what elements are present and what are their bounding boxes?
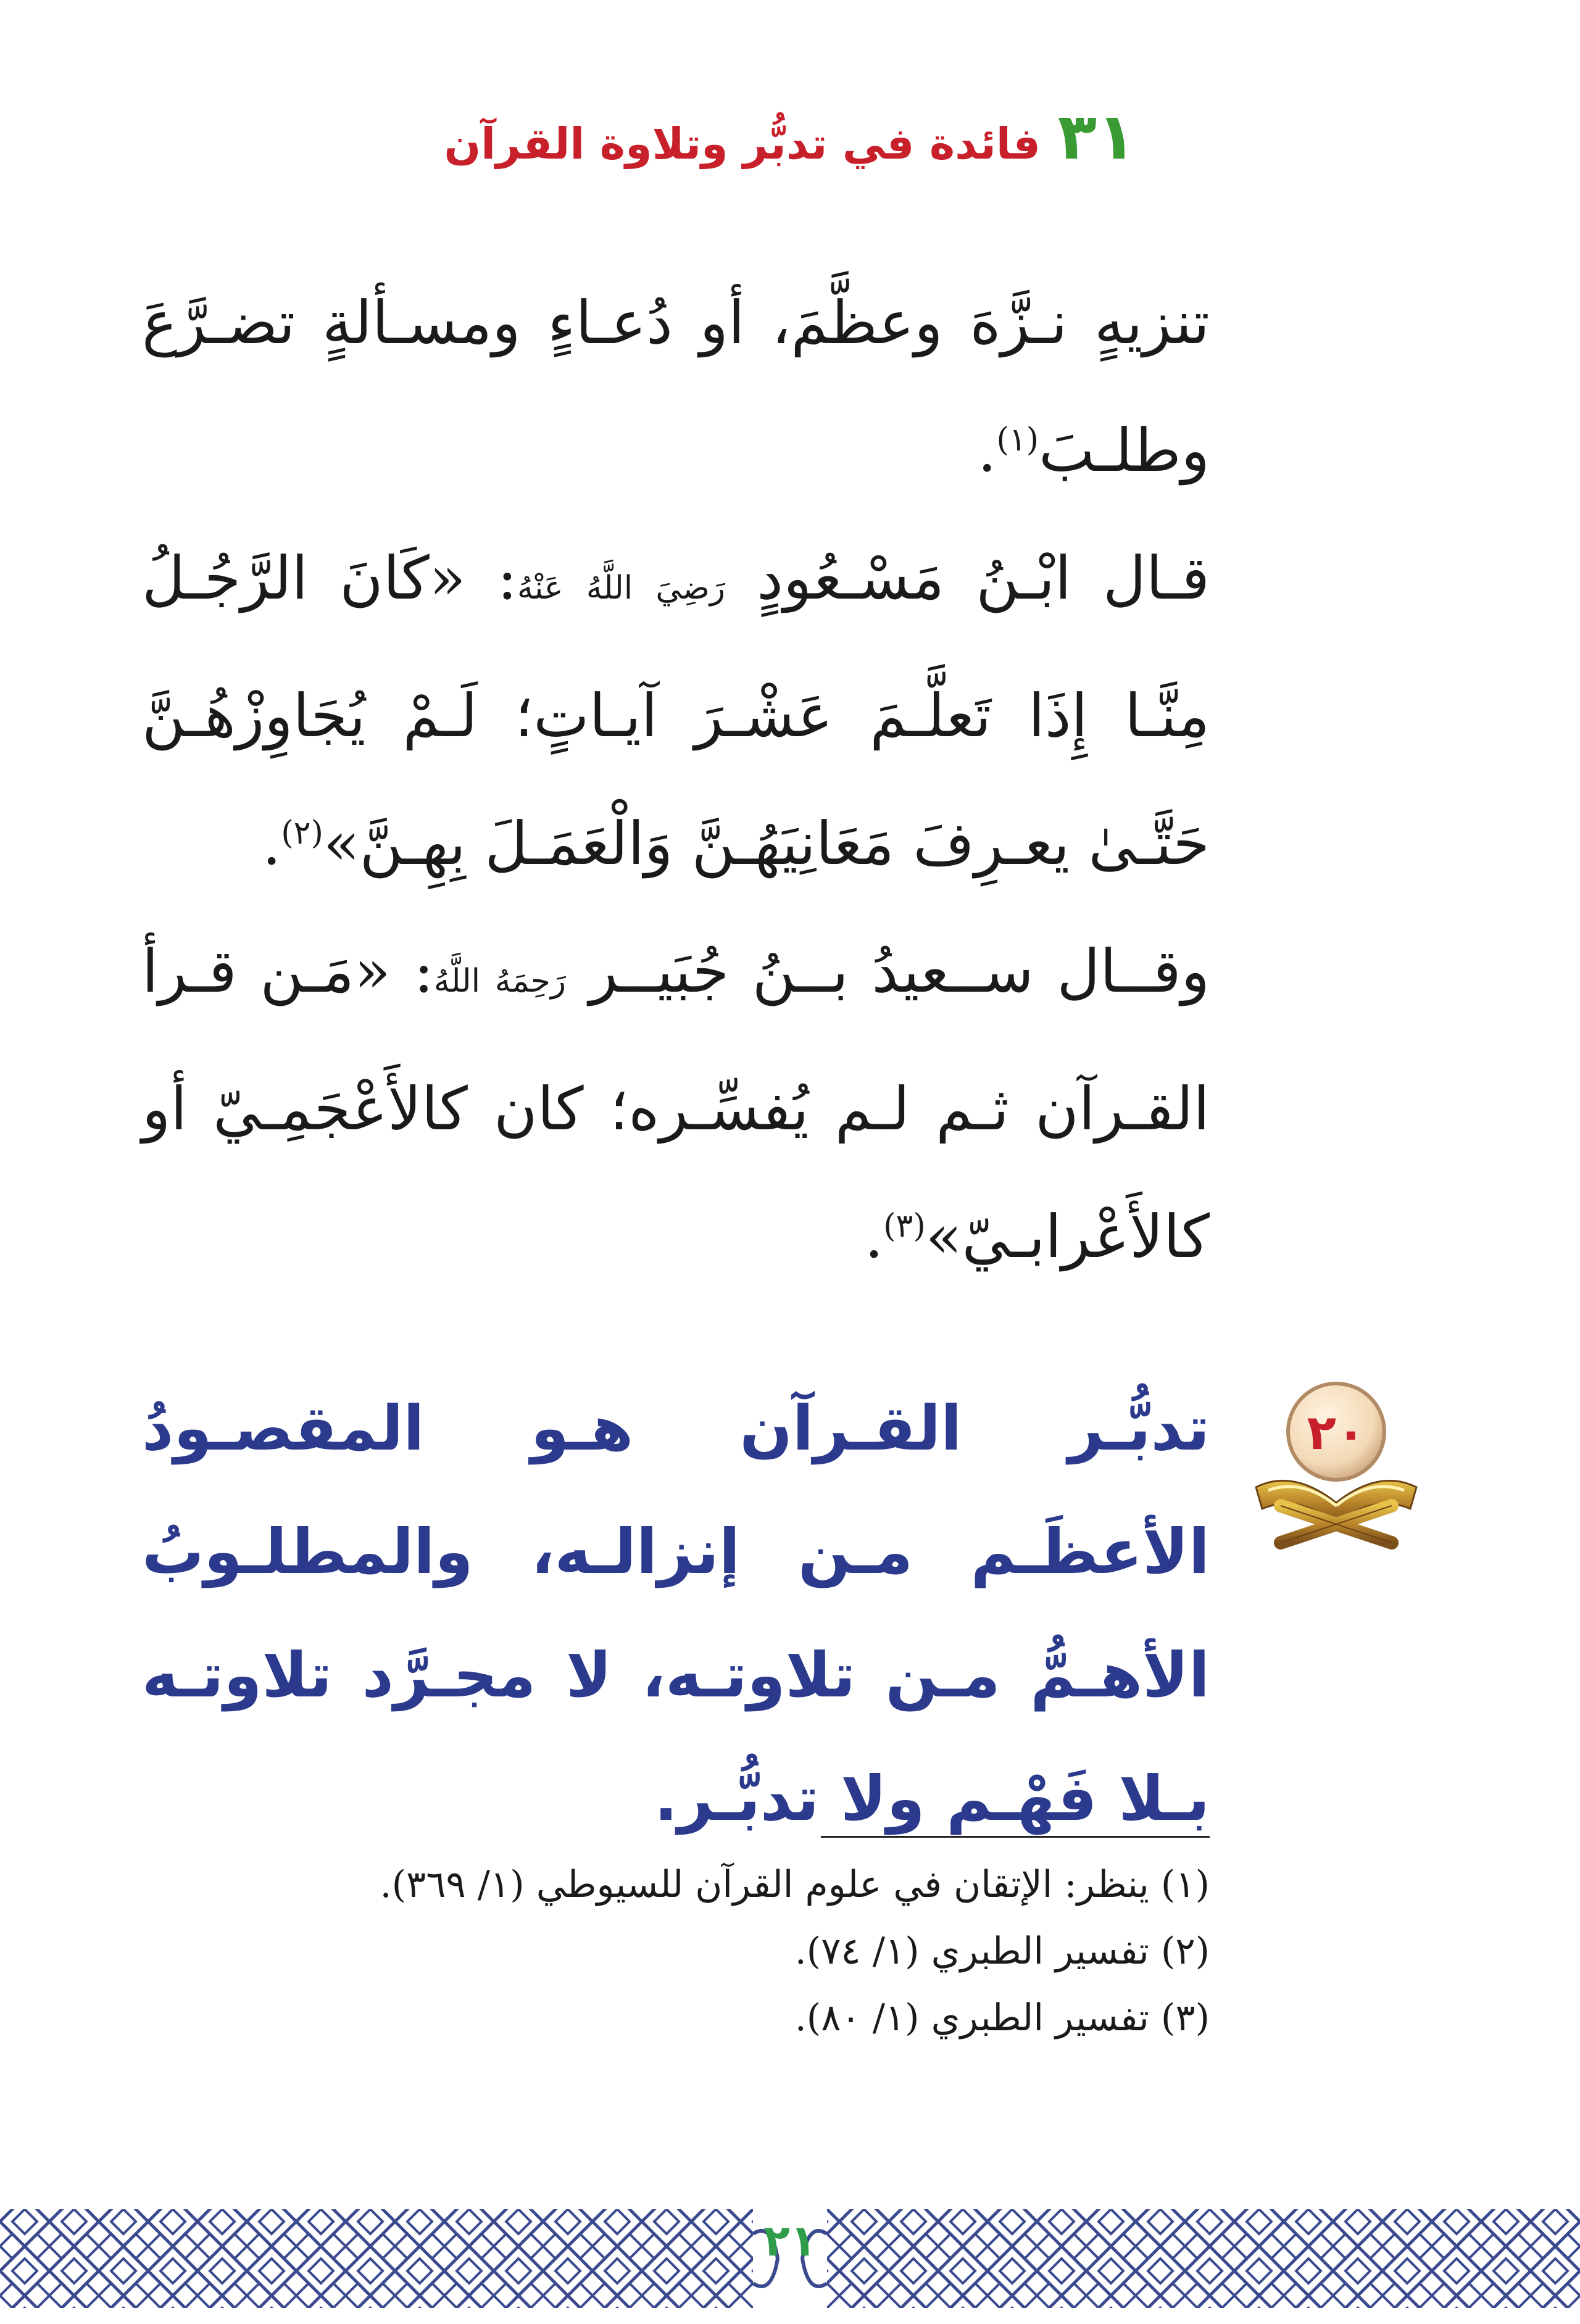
paragraph-1-end: . — [978, 416, 997, 485]
open-book-stand-icon — [1244, 1358, 1429, 1580]
paragraph-3-end: . — [864, 1202, 884, 1271]
main-text — [142, 259, 1210, 1301]
honorific-2: رَحِمَهُ اللَّهُ — [433, 963, 566, 1000]
paragraph-3 — [142, 908, 1210, 1301]
page-number: ٢١ — [763, 2215, 817, 2266]
paragraph-2-intro: قـال ابْـنُ مَسْـعُودٍ — [757, 544, 1210, 613]
header-number: ٣١ — [1057, 99, 1136, 174]
paragraph-2-end: . — [262, 809, 281, 878]
footnote-ref-2[interactable]: (٢) — [281, 815, 323, 852]
paragraph-2 — [142, 515, 1210, 908]
running-header — [0, 99, 1580, 174]
benefit-statement: تدبُّـر القـرآن هـو المقصـودُ الأعظَـم مـن إنزالـه، والمطلـوبُ الأهـمُّ مـن تلاوتـه، لا مجـرَّد تلاوتـه بـلا فَهْـم ولا تدبُّـر. — [142, 1392, 1210, 1835]
footnotes — [346, 1851, 1210, 2051]
paragraph-3-intro: وقــال ســعيدُ بــنُ جُبَيــر — [589, 937, 1210, 1006]
paragraph-1-text: تنزيهٍ نـزَّهَ وعظَّمَ، أو دُعـاءٍ ومسـألةٍ تضـرَّعَ وطلـبَ — [142, 288, 1210, 485]
quote-ibn-masud: : «كَانَ الرَّجُـلُ مِنَّـا إِذَا تَعلَّـمَ عَشْـرَ آيـاتٍ؛ لَـمْ يُجَاوِزْهُـنَّ حَتَّـىٰ يعـرِفَ مَعَانِيَهُـنَّ وَالْعَمَـلَ بِهِـنَّ» — [142, 544, 1210, 878]
footnote-divider — [821, 1836, 1210, 1838]
header-title: فائدة في تدبُّر وتلاوة القرآن — [444, 118, 1041, 169]
benefit-number: ٢٠ — [1307, 1405, 1366, 1461]
footnote-1: (١) ينظر: الإتقان في علوم القرآن للسيوطي (١/ ٣٦٩). — [380, 1863, 1210, 1906]
paragraph-1 — [142, 259, 1210, 515]
footnote-3: (٣) تفسير الطبري (١/ ٨٠). — [794, 1996, 1210, 2040]
honorific-1: رَضِيَ اللَّهُ عَنْهُ — [517, 570, 725, 607]
footnote-2: (٢) تفسير الطبري (١/ ٧٤). — [794, 1930, 1210, 1973]
footnote-ref-3[interactable]: (٣) — [883, 1208, 926, 1245]
quote-said-ibn-jubayr: : «مَـن قـرأ القـرآن ثـم لـم يُفسِّـره؛ كان كالأَعْجَمِـيّ أو كالأَعْرابـيّ» — [142, 937, 1210, 1271]
footnote-ref-1[interactable]: (١) — [996, 421, 1039, 459]
